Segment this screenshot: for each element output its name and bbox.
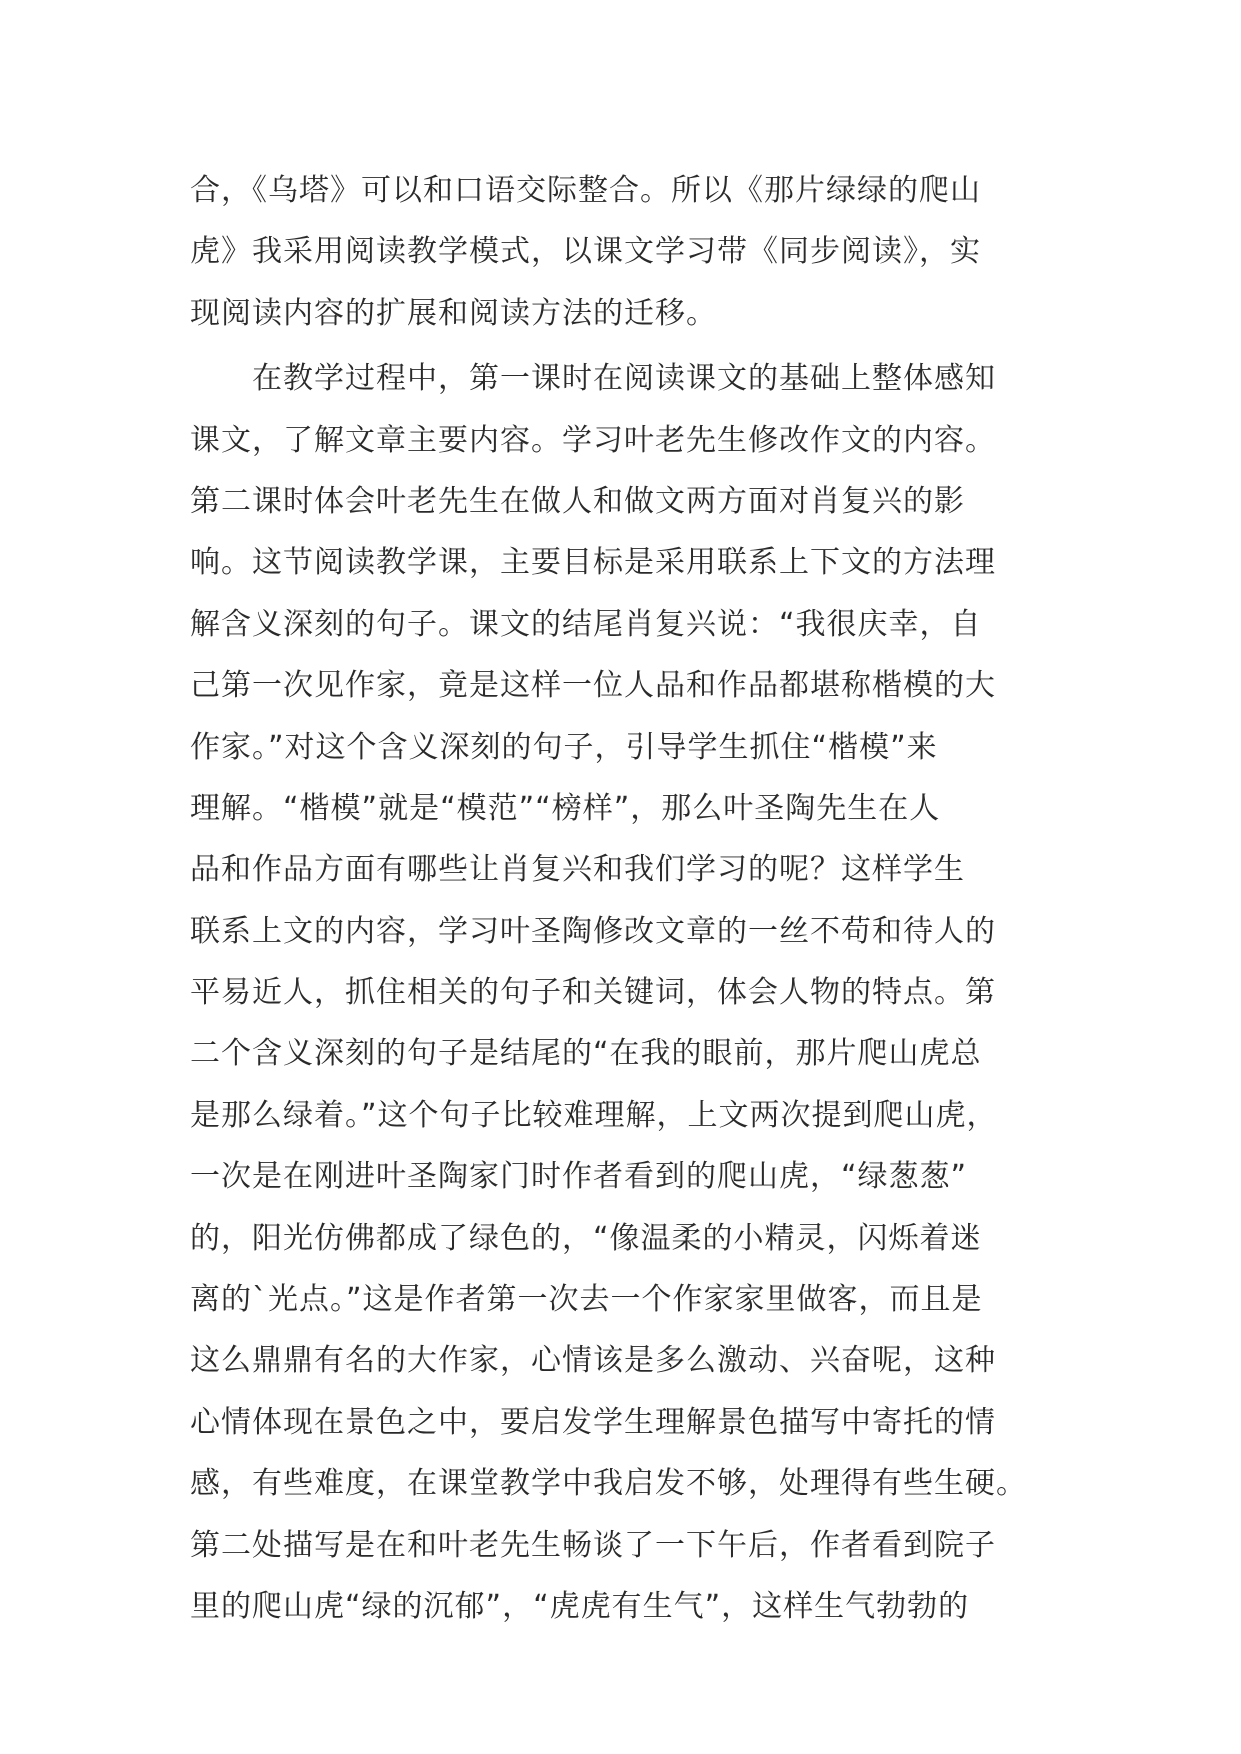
text-line: 联系上文的内容，学习叶圣陶修改文章的一丝不苟和待人的 — [190, 913, 996, 949]
text-line: 一次是在刚进叶圣陶家门时作者看到的爬山虎，“绿葱葱” — [190, 1159, 968, 1195]
text-line: 的，阳光仿佛都成了绿色的，“像温柔的小精灵，闪烁着迷 — [190, 1220, 982, 1256]
document-body — [190, 160, 1090, 1637]
text-line: 里的爬山虎“绿的沉郁”，“虎虎有生气”，这样生气勃勃的 — [190, 1588, 970, 1624]
text-line: 心情体现在景色之中，要启发学生理解景色描写中寄托的情 — [190, 1404, 996, 1440]
text-line: 品和作品方面有哪些让肖复兴和我们学习的呢？这样学生 — [190, 852, 965, 888]
text-line: 虎》我采用阅读教学模式，以课文学习带《同步阅读》，实 — [190, 234, 981, 270]
paragraph-1 — [190, 160, 1090, 344]
text-line: 是那么绿着。”这个句子比较难理解，上文两次提到爬山虎， — [190, 1097, 998, 1133]
text-line: 己第一次见作家，竟是这样一位人品和作品都堪称楷模的大 — [190, 668, 996, 704]
text-line: 响。这节阅读教学课，主要目标是采用联系上下文的方法理 — [190, 545, 996, 581]
text-line: 第二处描写是在和叶老先生畅谈了一下午后，作者看到院子 — [190, 1527, 996, 1563]
text-line: 现阅读内容的扩展和阅读方法的迁移。 — [190, 295, 717, 331]
text-line: 理解。“楷模”就是“模范”“榜样”，那么叶圣陶先生在人 — [190, 790, 941, 826]
text-line: 第二课时体会叶老先生在做人和做文两方面对肖复兴的影 — [190, 483, 965, 519]
text-line: 离的`光点。”这是作者第一次去一个作家家里做客，而且是 — [190, 1282, 983, 1318]
text-line: 作家。”对这个含义深刻的句子，引导学生抓住“楷模”来 — [190, 729, 938, 765]
text-line: 二个含义深刻的句子是结尾的“在我的眼前，那片爬山虎总 — [190, 1036, 982, 1072]
text-line: 感，有些难度，在课堂教学中我启发不够，处理得有些生硬。 — [190, 1466, 1027, 1502]
text-line: 在教学过程中，第一课时在阅读课文的基础上整体感知 — [190, 361, 996, 397]
text-line: 这么鼎鼎有名的大作家，心情该是多么激动、兴奋呢，这种 — [190, 1343, 996, 1379]
paragraph-2 — [190, 348, 1090, 1637]
text-line: 解含义深刻的句子。课文的结尾肖复兴说：“我很庆幸，自 — [190, 606, 982, 642]
text-line: 平易近人，抓住相关的句子和关键词，体会人物的特点。第 — [190, 975, 996, 1011]
text-line: 课文，了解文章主要内容。学习叶老先生修改作文的内容。 — [190, 422, 996, 458]
text-line: 合，《乌塔》可以和口语交际整合。所以《那片绿绿的爬山 — [190, 173, 981, 208]
